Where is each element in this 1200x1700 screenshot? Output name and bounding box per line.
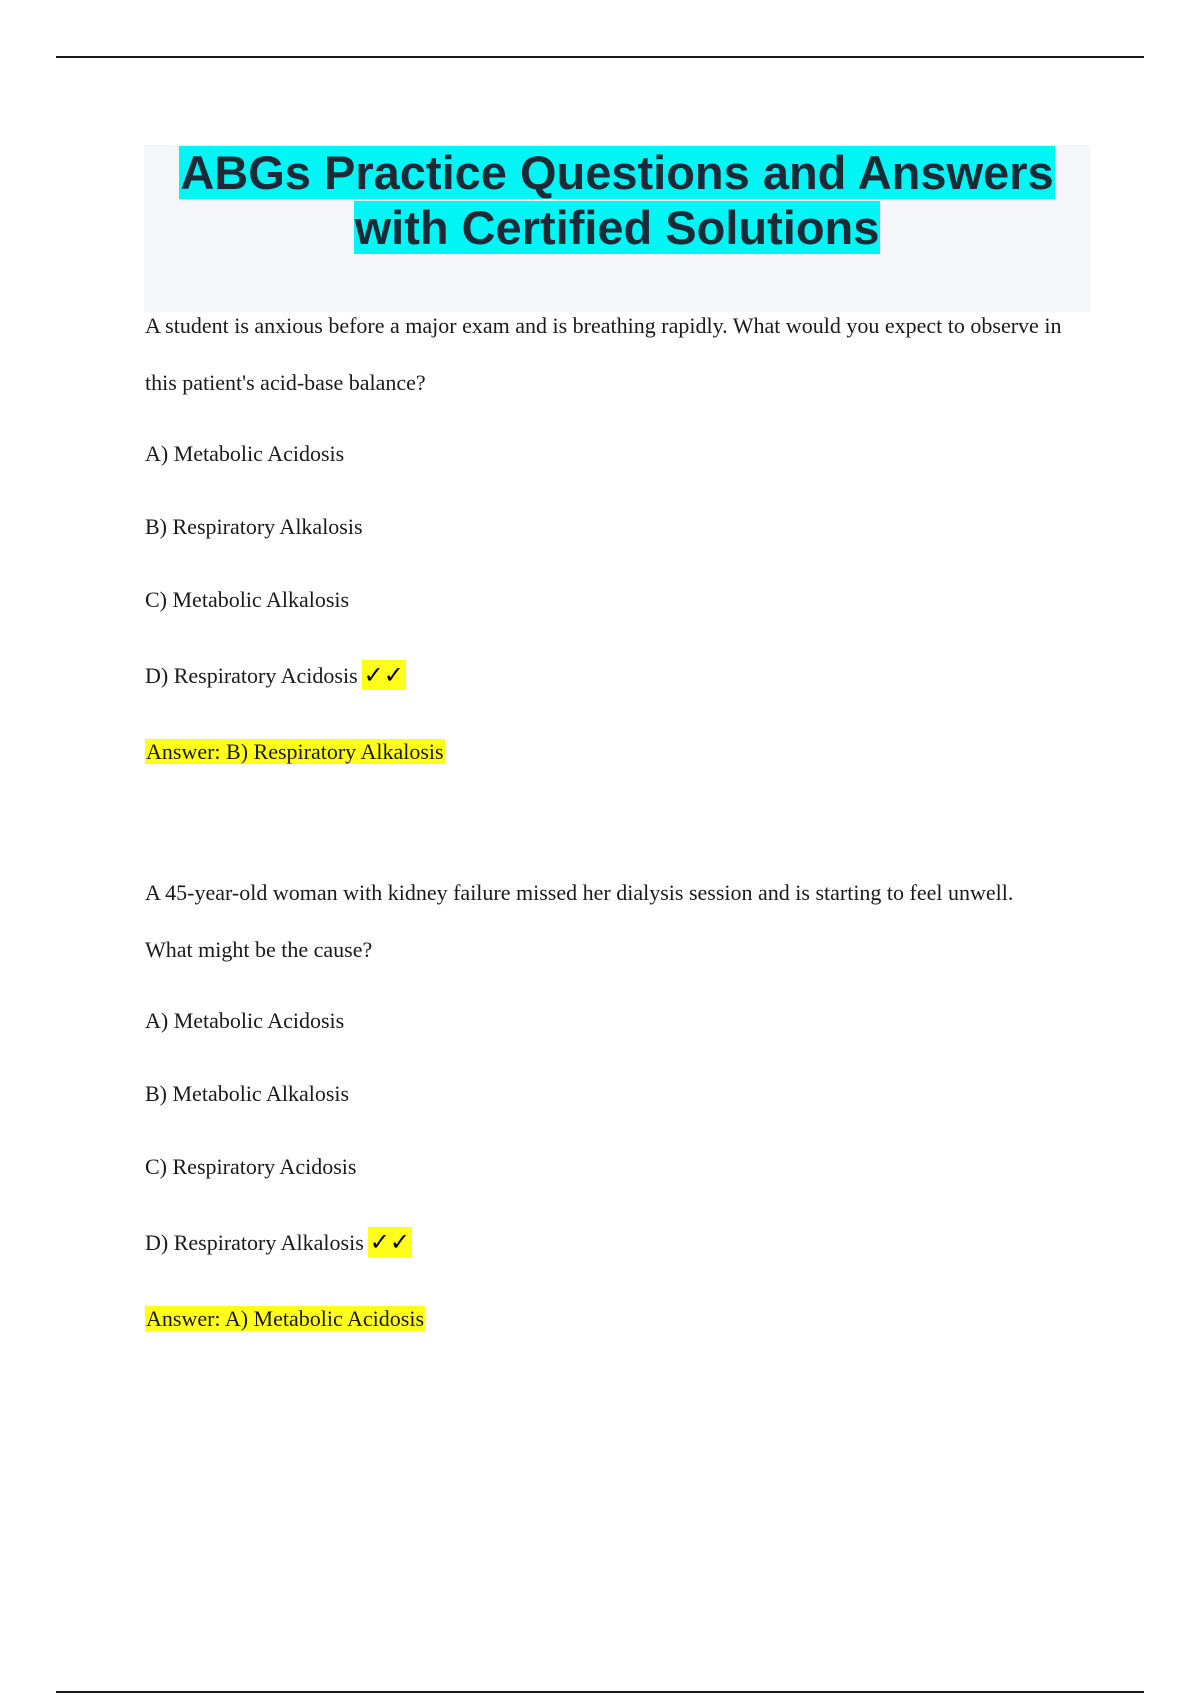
question-2-option-a: A) Metabolic Acidosis bbox=[145, 1008, 345, 1033]
page-title bbox=[144, 145, 1090, 255]
title-block bbox=[144, 145, 1090, 312]
question-2-text: A 45-year-old woman with kidney failure missed her dialysis session and is starting to feel unwell. What might be the cause? bbox=[145, 880, 1014, 962]
question-2-option-d bbox=[145, 1227, 412, 1258]
double-check-icon: ✓✓ bbox=[369, 1228, 410, 1256]
question-1-text: A student is anxious before a major exam and is breathing rapidly. What would you expect to observe in this patient's acid-base balance? bbox=[145, 313, 1062, 395]
bottom-rule bbox=[56, 1691, 1144, 1693]
question-2-answer-text: Answer: A) Metabolic Acidosis bbox=[146, 1306, 425, 1331]
question-2-option-d-label: D) Respiratory Alkalosis bbox=[145, 1230, 364, 1255]
question-2-answer bbox=[145, 1304, 425, 1334]
top-rule bbox=[56, 56, 1144, 58]
question-1-answer bbox=[145, 737, 445, 767]
title-line-1: ABGs Practice Questions and Answers bbox=[180, 146, 1054, 199]
question-1-option-d bbox=[145, 660, 406, 691]
question-2-option-b: B) Metabolic Alkalosis bbox=[145, 1081, 350, 1106]
question-1-option-d-label: D) Respiratory Acidosis bbox=[145, 663, 358, 688]
question-2-option-c: C) Respiratory Acidosis bbox=[145, 1154, 357, 1179]
question-1-option-a: A) Metabolic Acidosis bbox=[145, 441, 345, 466]
question-1-option-b: B) Respiratory Alkalosis bbox=[145, 514, 363, 539]
title-line-2: with Certified Solutions bbox=[354, 201, 880, 254]
question-1-option-c: C) Metabolic Alkalosis bbox=[145, 587, 350, 612]
double-check-icon: ✓✓ bbox=[363, 661, 404, 689]
question-1-answer-text: Answer: B) Respiratory Alkalosis bbox=[146, 739, 444, 764]
